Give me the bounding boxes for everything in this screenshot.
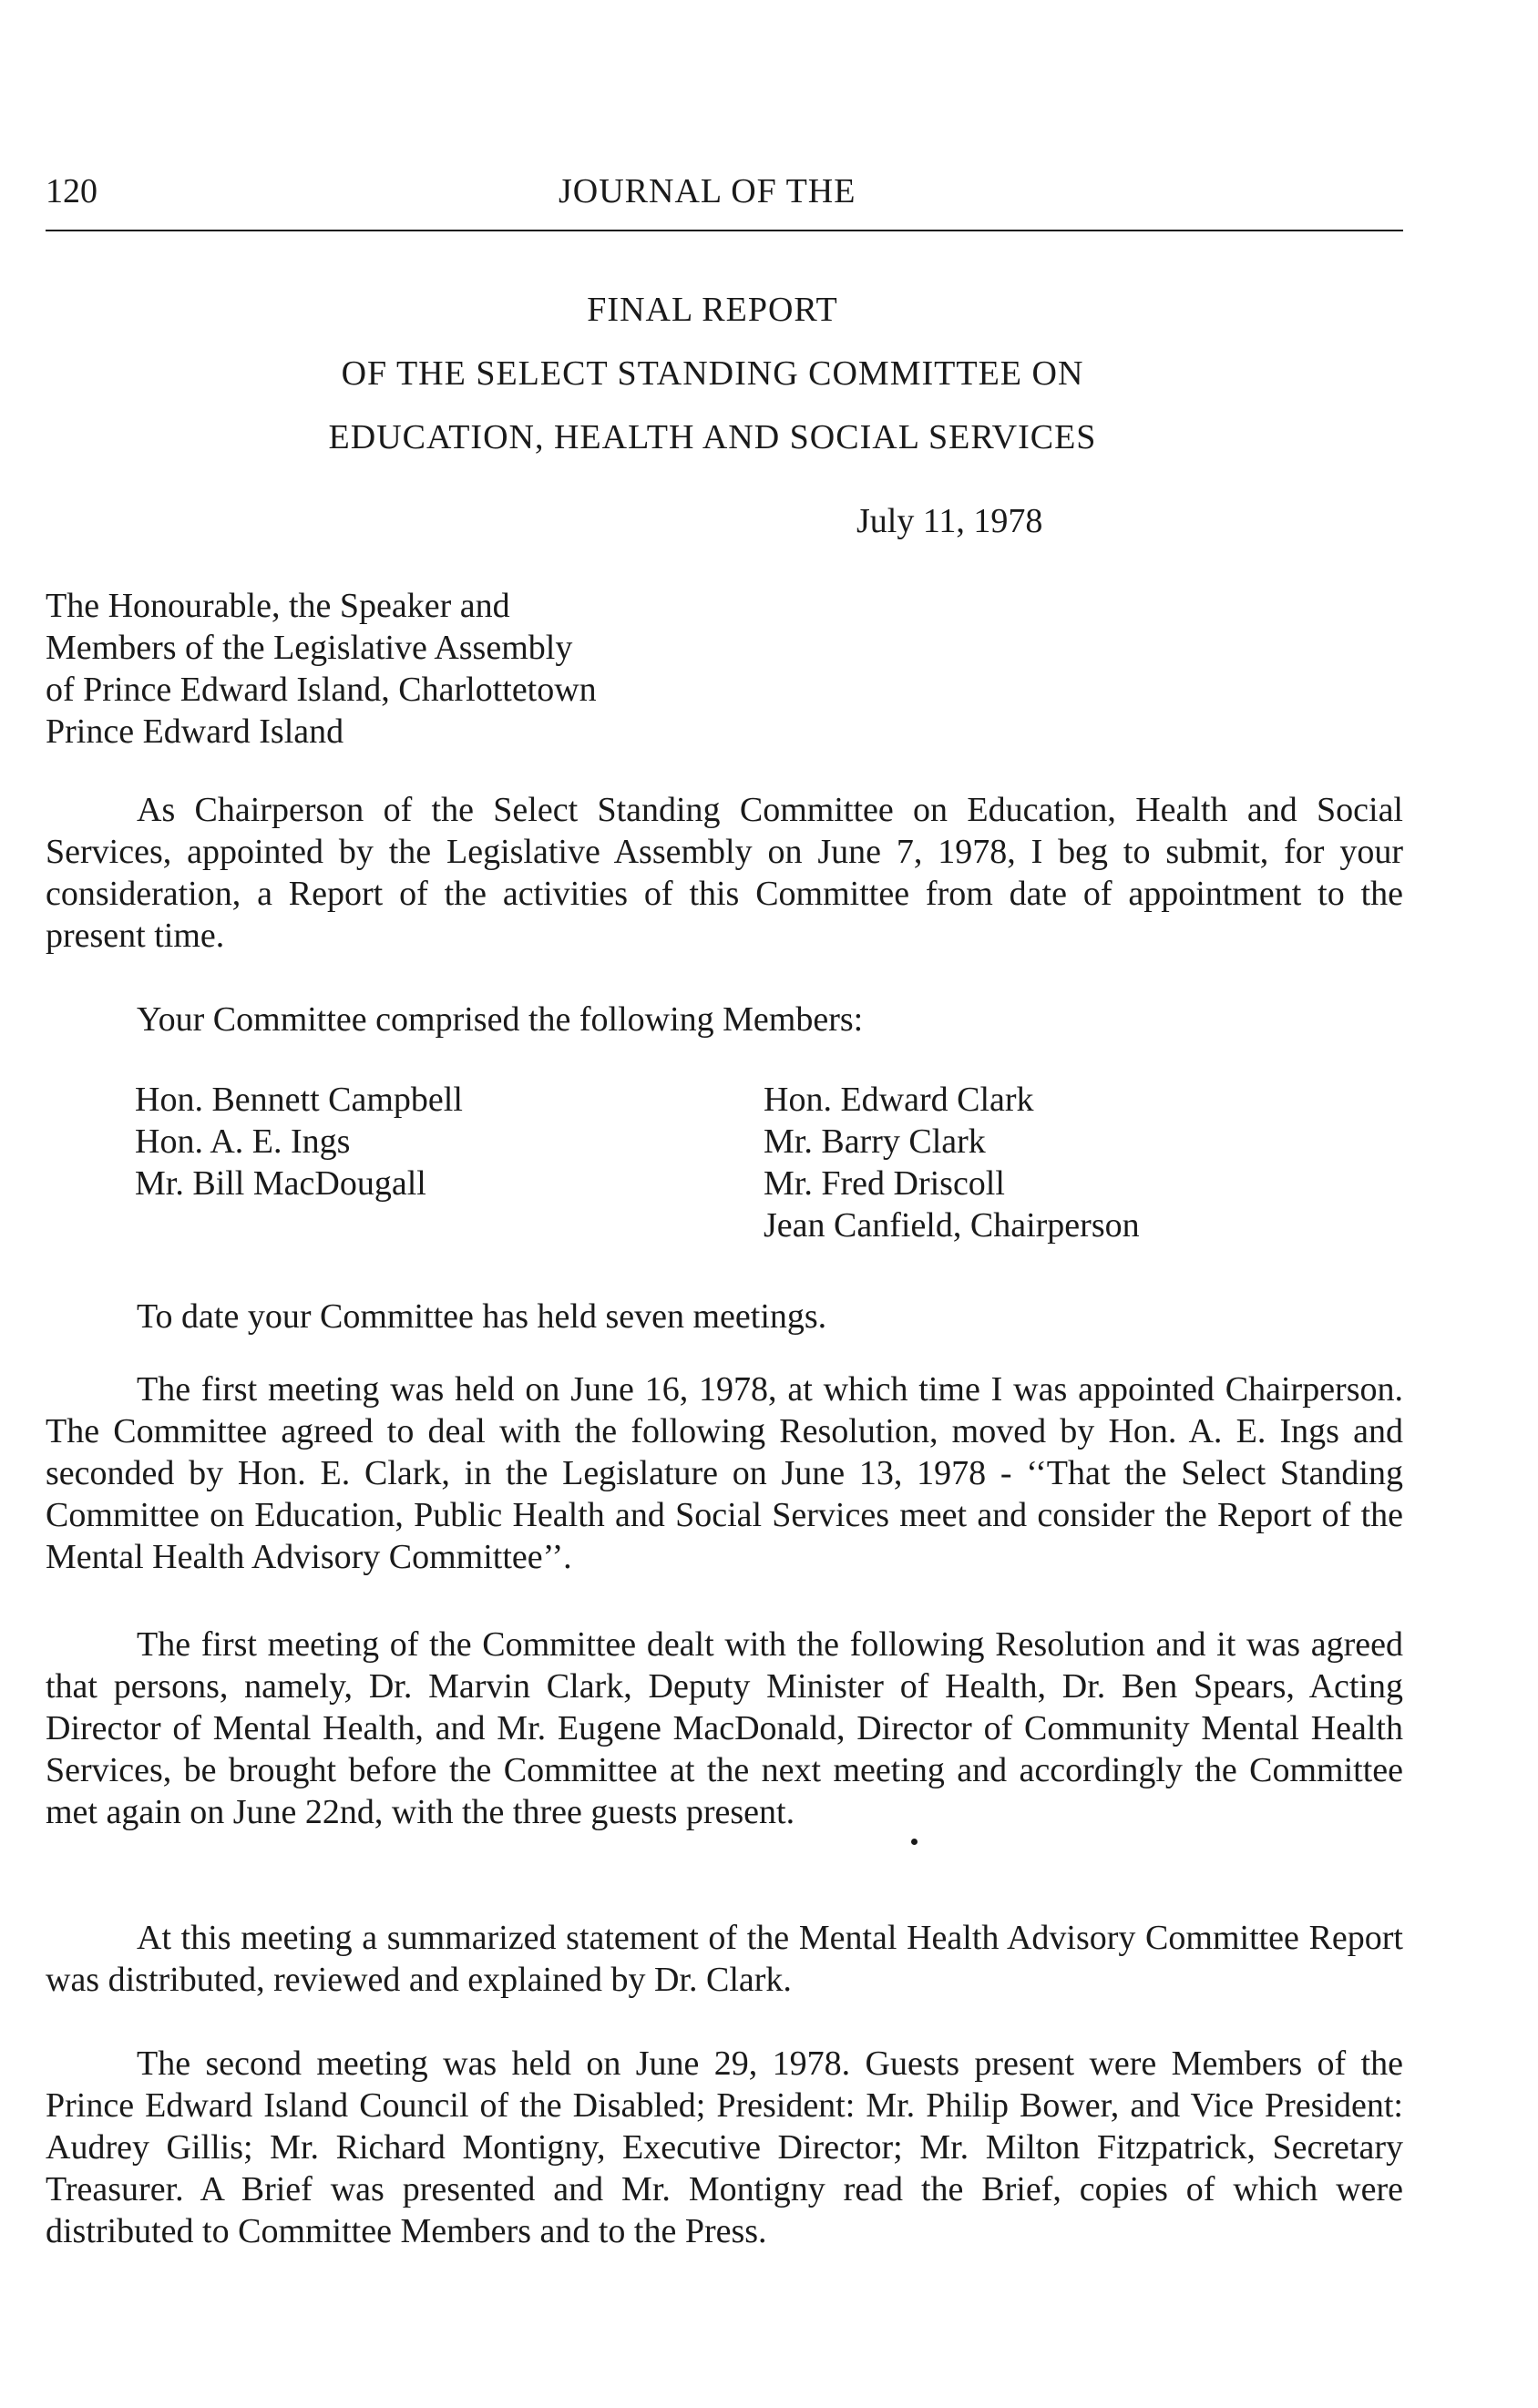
member-name: Mr. Fred Driscoll [764,1164,1005,1203]
report-date: July 11, 1978 [856,502,1043,540]
meetings-count-paragraph: To date your Committee has held seven meetings. [137,1297,827,1336]
member-name: Jean Canfield, Chairperson [764,1206,1140,1245]
member-name: Mr. Barry Clark [764,1122,986,1161]
members-list-right [764,1079,1140,1246]
address-line: Members of the Legislative Assembly [46,629,573,667]
member-name: Hon. A. E. Ings [135,1122,351,1161]
address-line: Prince Edward Island [46,712,344,751]
member-name: Hon. Bennett Campbell [135,1081,463,1119]
intro-paragraph: As Chairperson of the Select Standing Committee on Education, Health and Social Services, appointed by the Legislative Assembly on June 7, 1978, I beg to submit, for your consideration, a Report of the activities of this Committee from date of appointment to the present time. [46,791,1403,955]
member-name: Mr. Bill MacDougall [135,1164,426,1203]
header-rule [46,230,1403,231]
print-speck [911,1839,918,1845]
running-head: JOURNAL OF THE [559,172,856,210]
second-meeting-paragraph: The second meeting was held on June 29, 1978. Guests present were Members of the Prince Edward Island Council of the Disabled; President: Mr. Philip Bower, and Vice President: Audrey Gillis; Mr. Richard Montigny, Executive Director; Mr. Milton Fitzpatrick, Secretary Treasurer. A Brief was presented and Mr. Montigny read the Brief, copies of which were distributed to Committee Members and to the Press. [46,2044,1403,2250]
report-title-line-3: EDUCATION, HEALTH AND SOCIAL SERVICES [328,418,1097,456]
members-list-left [135,1079,463,1204]
summary-statement-paragraph: At this meeting a summarized statement of the Mental Health Advisory Committee Report was distributed, reviewed and explained by Dr. Clark. [46,1919,1403,1999]
page-header [46,164,1403,219]
address-line: The Honourable, the Speaker and [46,587,510,625]
address-block [46,585,597,753]
members-intro-paragraph: Your Committee comprised the following Members: [137,1000,864,1039]
address-line: of Prince Edward Island, Charlottetown [46,671,597,709]
report-title-line-1: FINAL REPORT [587,291,838,329]
first-meeting-resolution-paragraph: The first meeting of the Committee dealt with the following Resolution and it was agreed that persons, namely, Dr. Marvin Clark, Deputy Minister of Health, Dr. Ben Spears, Acting Director of Mental Health, and Mr. Eugene MacDonald, Director of Community Mental Health Services, be brought before the Committee at the next meeting and accordingly the Committee met again on June 22nd, with the three guests present. [46,1625,1403,1831]
first-meeting-paragraph: The first meeting was held on June 16, 1978, at which time I was appointed Chairperson. The Committee agreed to deal with the following Resolution, moved by Hon. A. E. Ings and seconded by Hon. E. Clark, in the Legislature on June 13, 1978 - ‘‘That the Select Standing Committee on Education, Public Health and Social Services meet and consider the Report of the Mental Health Advisory Committee’’. [46,1370,1403,1576]
member-name: Hon. Edward Clark [764,1081,1034,1119]
report-title-line-2: OF THE SELECT STANDING COMMITTEE ON [341,354,1084,393]
page-number: 120 [46,172,97,210]
